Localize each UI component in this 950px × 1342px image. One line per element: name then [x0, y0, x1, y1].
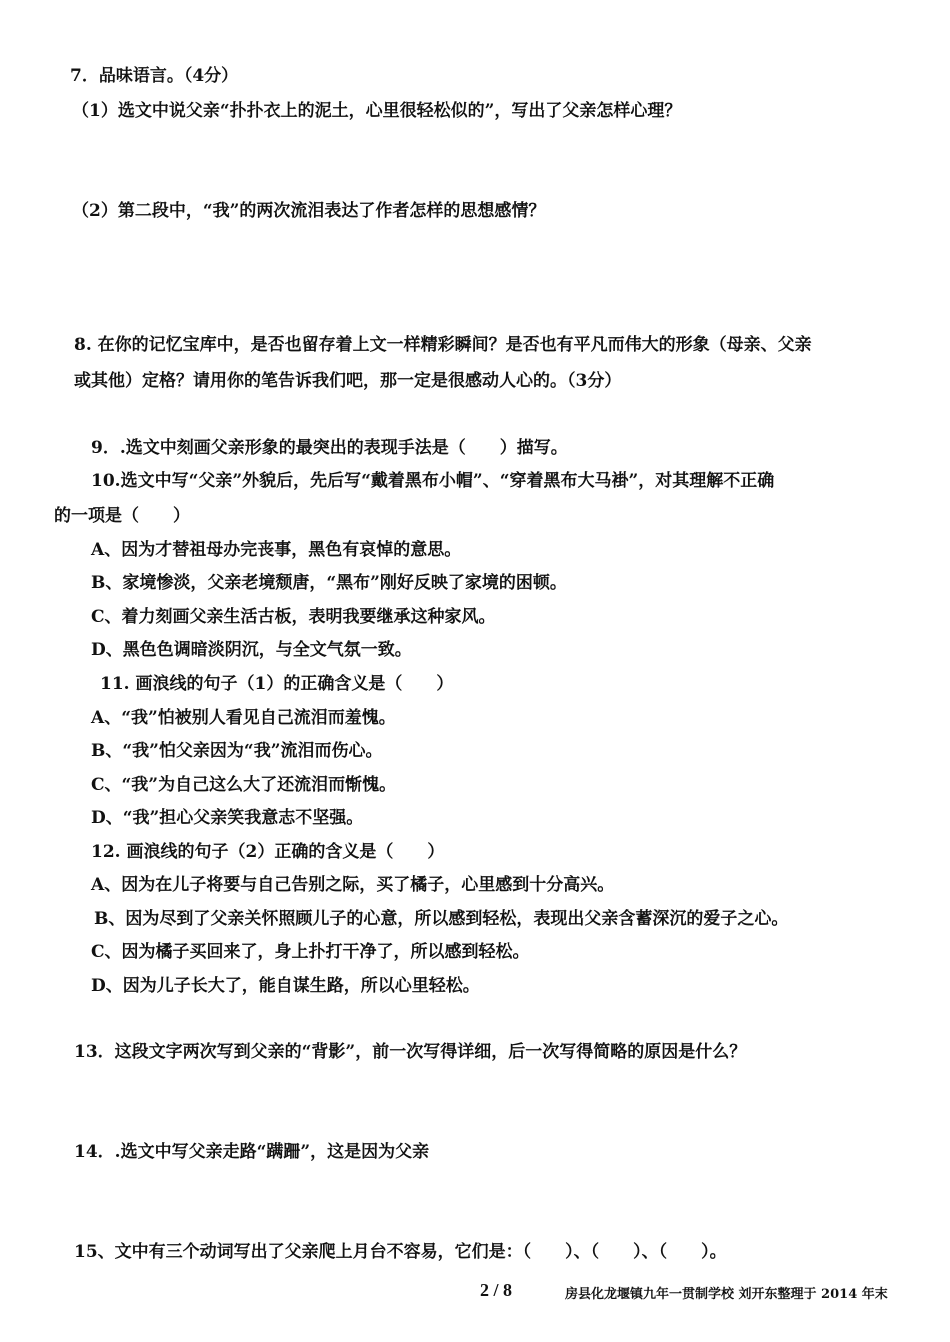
q15-stem: 15、文中有三个动词写出了父亲爬上月台不容易，它们是：（ ）、（ ）、（ ）。: [74, 1242, 727, 1262]
q10-option-a: A、因为才替祖母办完丧事，黑色有哀悼的意思。: [91, 540, 462, 560]
q9-stem: 9．.选文中刻画父亲形象的最突出的表现手法是（ ）描写。: [91, 438, 568, 458]
q11-option-c: C、“我”为自己这么大了还流泪而惭愧。: [91, 775, 397, 795]
q8-line1: 8. 在你的记忆宝库中，是否也留存着上文一样精彩瞬间？是否也有平凡而伟大的形象（母亲、父亲: [74, 335, 812, 355]
q10-option-b: B、家境惨淡，父亲老境颓唐，“黑布”刚好反映了家境的困顿。: [91, 573, 567, 593]
q13-stem: 13．这段文字两次写到父亲的“背影”，前一次写得详细，后一次写得简略的原因是什么？: [74, 1042, 747, 1062]
q11-stem: 11. 画浪线的句子（1）的正确含义是（ ）: [100, 674, 454, 694]
page-number: 2 / 8: [480, 1280, 513, 1300]
footer-source: 房县化龙堰镇九年一贯制学校 刘开东整理于 2014 年末: [565, 1287, 888, 1302]
q10-option-d: D、黑色色调暗淡阴沉，与全文气氛一致。: [91, 640, 412, 660]
q7-sub1: （1）选文中说父亲“扑扑衣上的泥土，心里很轻松似的”，写出了父亲怎样心理？: [72, 101, 682, 121]
q12-option-b: B、因为尽到了父亲关怀照顾儿子的心意，所以感到轻松，表现出父亲含蓄深沉的爱子之心。: [94, 909, 789, 929]
q11-option-d: D、“我”担心父亲笑我意志不坚强。: [91, 808, 364, 828]
q10-line2: 的一项是（ ）: [54, 506, 190, 526]
q7-title: 7．品味语言。（4分）: [70, 66, 239, 86]
q12-option-c: C、因为橘子买回来了，身上扑打干净了，所以感到轻松。: [91, 942, 530, 962]
q14-stem: 14．.选文中写父亲走路“蹒跚”，这是因为父亲: [74, 1142, 430, 1162]
q12-stem: 12. 画浪线的句子（2）正确的含义是（ ）: [91, 842, 445, 862]
q12-option-d: D、因为儿子长大了，能自谋生路，所以心里轻松。: [91, 976, 480, 996]
q10-line1: 10.选文中写“父亲”外貌后，先后写“戴着黑布小帽”、“穿着黑布大马褂”，对其理解不正确: [91, 471, 775, 491]
q7-sub2: （2）第二段中，“我”的两次流泪表达了作者怎样的思想感情？: [72, 201, 546, 221]
q11-option-b: B、“我”怕父亲因为“我”流泪而伤心。: [91, 741, 383, 761]
q10-option-c: C、着力刻画父亲生活古板，表明我要继承这种家风。: [91, 607, 496, 627]
q8-line2: 或其他）定格？请用你的笔告诉我们吧，那一定是很感动人心的。（3分）: [74, 371, 622, 391]
q12-option-a: A、因为在儿子将要与自己告别之际，买了橘子，心里感到十分高兴。: [91, 875, 615, 895]
q11-option-a: A、“我”怕被别人看见自己流泪而羞愧。: [91, 708, 396, 728]
